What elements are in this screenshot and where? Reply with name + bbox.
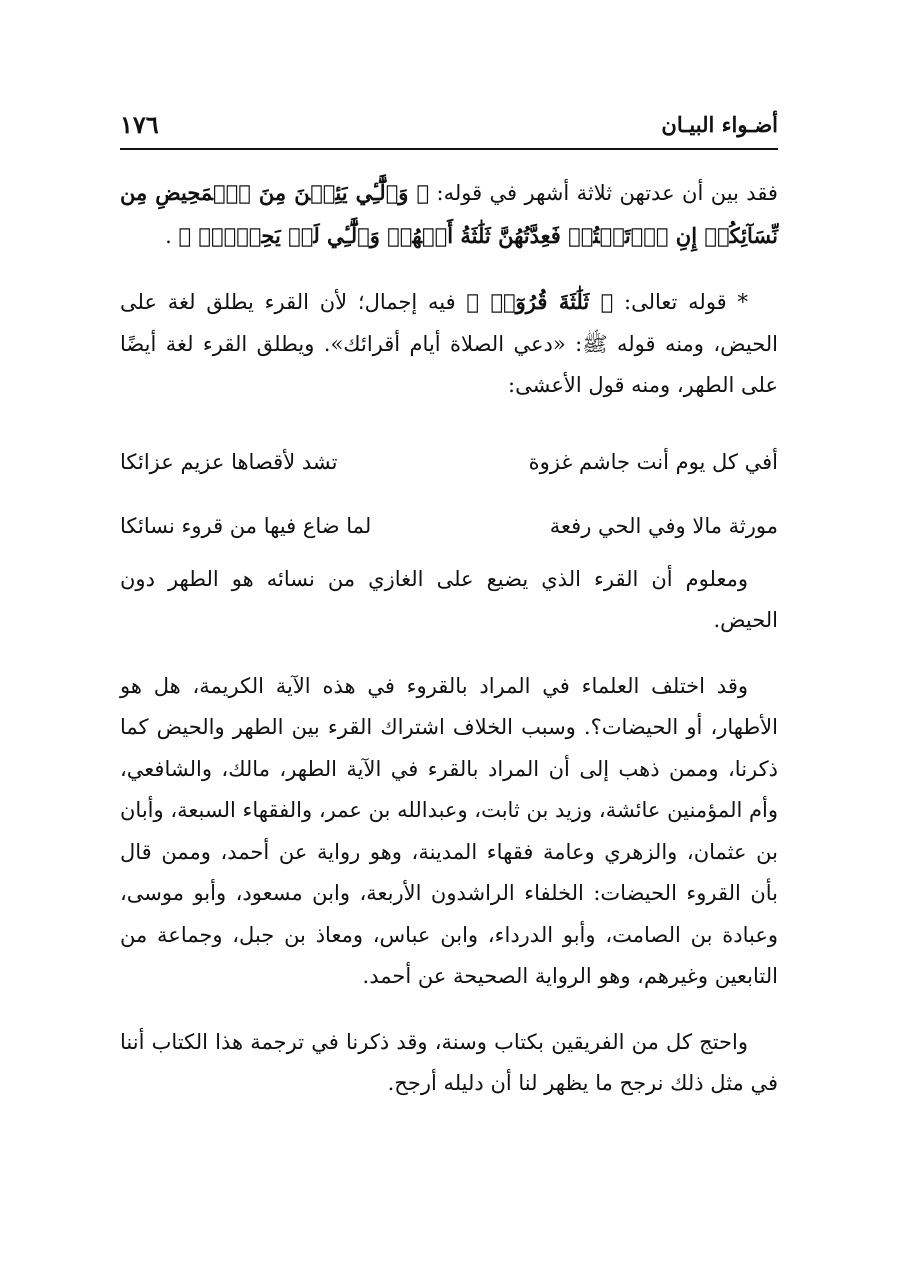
intro-lead: فقد بين أن عدتهن ثلاثة أشهر في قوله:: [429, 181, 778, 205]
paragraph-tuhr: ومعلوم أن القرء الذي يضيع على الغازي من نسائه هو الطهر دون الحيض.: [120, 566, 778, 632]
quran-verse-talaq: ﴿ وَٱلَّٰٓـِٔي يَئِسۡنَ مِنَ ٱلۡمَحِيضِ مِن نِّسَآئِكُمۡ إِنِ ٱرۡتَبۡتُمۡ فَعِدَّتُهُنَّ ثَلَٰثَةُ أَشۡهُرٖ وَٱلَّٰٓـِٔي لَمۡ يَحِضۡنَۚ ﴾: [120, 180, 778, 248]
poem-line-1: [120, 431, 778, 495]
paragraph-qur: [120, 281, 778, 407]
poem-line-2-second-hemistich: لما ضاع فيها من قروء نسائكا: [120, 513, 372, 538]
page-number: ١٧٦: [120, 110, 159, 139]
poem-line-1-second-hemistich: تشد لأقصاها عزيم عزائكا: [120, 449, 338, 474]
para1-text: فيه إجمال؛ لأن القرء يطلق لغة على الحيض، ومنه قوله ﷺ: «دعي الصلاة أيام أقرائك». ويطلق القرء لغة أيضًا على الطهر، ومنه قول الأعشى:: [120, 290, 778, 397]
paragraph-scholars-disagreement: وقد اختلف العلماء في المراد بالقروء في هذه الآية الكريمة، هل هو الأطهار، أو الحيضات؟. وسبب الخلاف اشتراك القرء بين الطهر والحيض كما ذكرنا، وممن ذهب إلى أن المراد بالقرء في الآية الطهر، مالك، والشافعي، وأم المؤمنين عائشة، وزيد بن ثابت، وعبدالله بن عمر، والفقهاء السبعة، وأبان بن عثمان، والزهري وعامة فقهاء المدينة، وهو رواية عن أحمد، وممن قال بأن القروء الحيضات: الخلفاء الراشدون الأربعة، وابن مسعود، وأبو موسى، وعبادة بن الصامت، وأبو الدرداء، وابن عباس، ومعاذ بن جبل، وجماعة من التابعين وغيرهم، وهو الرواية الصحيحة عن أحمد.: [120, 673, 778, 988]
poem-line-2-first-hemistich: مورثة مالا وفي الحي رفعة: [549, 513, 778, 538]
page-header: [120, 110, 778, 150]
poem-line-1-first-hemistich: أفي كل يوم أنت جاشم غزوة: [528, 449, 778, 474]
book-title: أضـواء البيـان: [661, 112, 778, 137]
page-content: [120, 172, 778, 1105]
poem-line-2: [120, 495, 778, 559]
quran-verse-baqarah: ﴿ ثَلَٰثَةَ قُرُوٓءٖ ﴾: [466, 289, 614, 314]
para1-lead: * قوله تعالى:: [613, 290, 748, 314]
paragraph-evidence: واحتج كل من الفريقين بكتاب وسنة، وقد ذكرنا في ترجمة هذا الكتاب أننا في مثل ذلك نرجح ما يظهر لنا أن دليله أرجح.: [120, 1029, 778, 1095]
book-page: [120, 110, 778, 1129]
intro-tail: .: [165, 223, 179, 248]
intro-paragraph: [120, 172, 778, 257]
